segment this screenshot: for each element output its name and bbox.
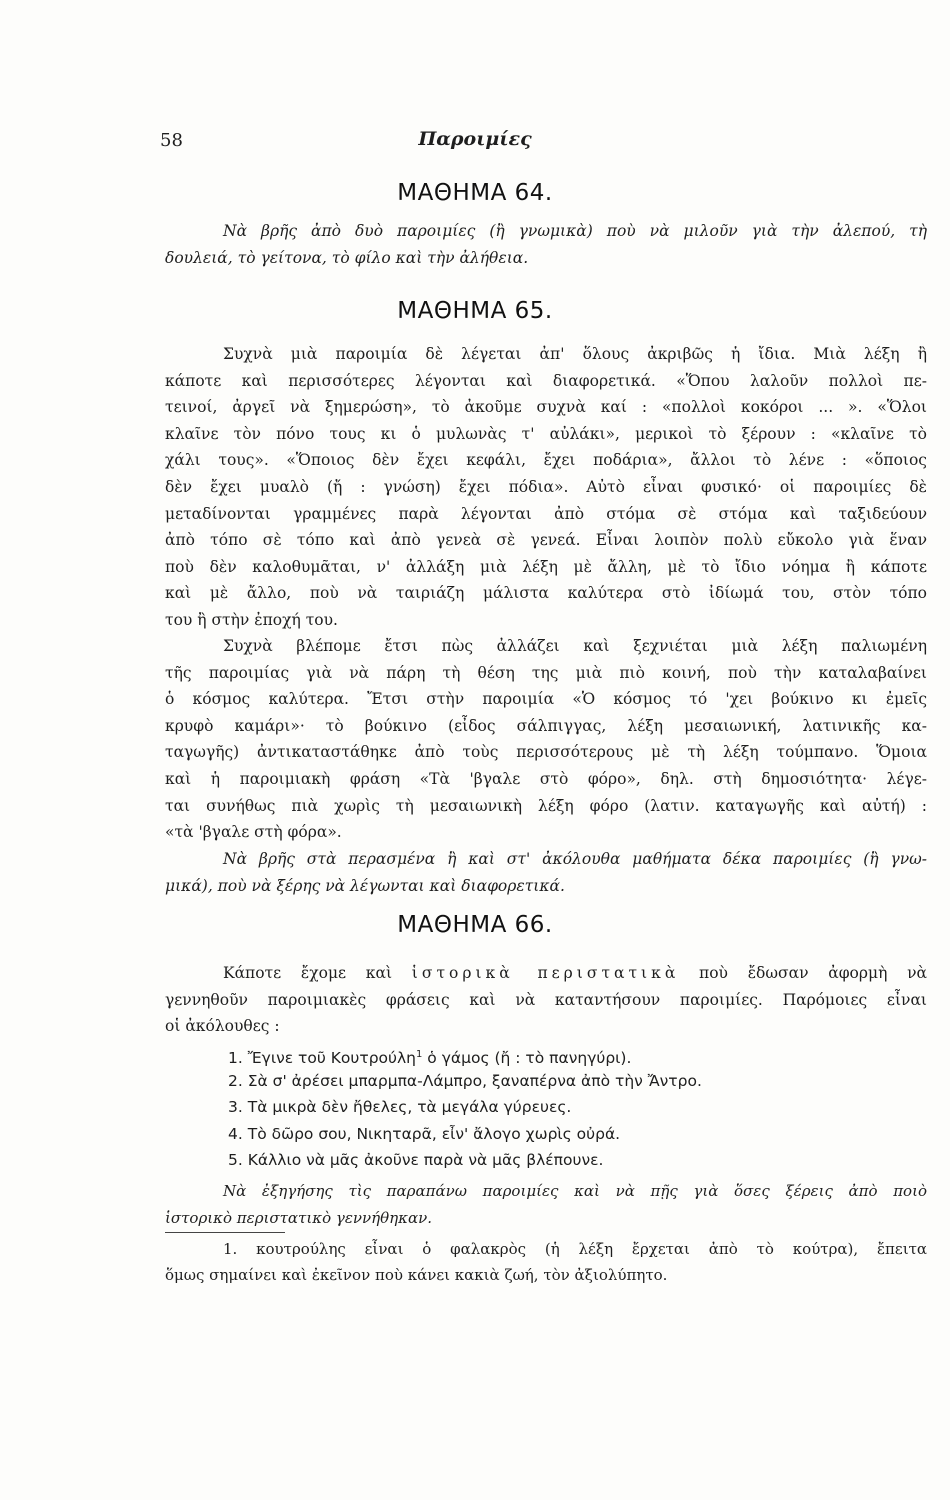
text-line: μικά), ποὺ νὰ ξέρης νὰ λέγωνται καὶ διαφορετικά. xyxy=(165,876,565,895)
list-item xyxy=(228,1094,928,1120)
lesson-64-heading: ΜΑΘΗΜΑ 64. xyxy=(397,180,553,206)
intro-text: Κάποτε ἔχομε καὶ xyxy=(223,964,412,982)
lesson-65-heading: ΜΑΘΗΜΑ 65. xyxy=(397,298,553,324)
lesson-65-paragraph-2 xyxy=(165,633,927,846)
lesson-66-heading: ΜΑΘΗΜΑ 66. xyxy=(397,912,553,938)
text-line: ἱστορικὸ περιστατικὸ γεννήθηκαν. xyxy=(165,1208,432,1227)
text-line: του ἢ στὴν ἐποχή του. xyxy=(165,610,338,629)
text-line xyxy=(165,960,927,987)
item-number: 2. xyxy=(228,1072,243,1091)
list-item xyxy=(228,1147,928,1173)
text-line: ἀπὸ τόπο σὲ τόπο καὶ ἀπὸ γενεὰ σὲ γενεά. Εἶναι λοιπὸν πολὺ εὔκολο γιὰ ἕναν xyxy=(165,531,927,550)
text-line: γεννηθοῦν παροιμιακὲς φράσεις καὶ νὰ καταντήσουν παροιμίες. Παρόμοιες εἶναι xyxy=(165,990,927,1009)
text-line: Συχνὰ μιὰ παροιμία δὲ λέγεται ἀπ' ὅλους ἀκριβῶς ἡ ἴδια. Μιὰ λέξη ἢ xyxy=(223,345,927,363)
item-number: 3. xyxy=(228,1098,243,1117)
text-line: ὁ κόσμος καλύτερα. Ἔτσι στὴν παροιμία «Ὁ κόσμος τό 'χει βούκινο κι ἐμεῖς xyxy=(165,690,927,709)
text-line: Νὰ βρῆς στὰ περασμένα ἢ καὶ στ' ἀκόλουθα μαθήματα δέκα παροιμίες (ἢ γνω- xyxy=(223,850,927,868)
text-line: καὶ μὲ ἄλλο, ποὺ νὰ ταιριάζη μάλιστα καλύτερα στὸ ἰδίωμά του, στὸν τόπο xyxy=(165,584,927,603)
text-line: κρυφὸ καμάρι»· τὸ βούκινο (εἶδος σάλπιγγας, λέξη μεσαιωνική, λατινικῆς κα- xyxy=(165,716,927,735)
text-line: ταγωγῆς) ἀντικαταστάθηκε ἀπὸ τοὺς περισσότερους μὲ τὴ λέξη τούμπανο. Ὅμοια xyxy=(165,743,927,762)
text-line: Νὰ βρῆς ἀπὸ δυὸ παροιμίες (ἢ γνωμικὰ) ποὺ νὰ μιλοῦν γιὰ τὴν ἀλεπού, τὴ xyxy=(223,222,927,240)
running-head: Παροιμίες xyxy=(418,128,532,150)
item-text: Τὰ μικρὰ δὲν ἤθελες, τὰ μεγάλα γύρευες. xyxy=(247,1098,572,1117)
text-line: τῆς παροιμίας γιὰ νὰ πάρη τὴ θέση της μιὰ πιὸ κοινή, ποὺ τὴν καταλαβαίνει xyxy=(165,663,927,682)
text-line: ὅμως σημαίνει καὶ ἐκεῖνον ποὺ κάνει κακιὰ ζωή, τὸν ἀξιολύπητο. xyxy=(165,1266,668,1284)
page-number: 58 xyxy=(160,130,183,151)
footnote-marker: 1 xyxy=(416,1049,423,1060)
text-line: χάλι τους». «Ὅποιος δὲν ἔχει κεφάλι, ἔχει ποδάρια», ἄλλοι τὸ λένε : «ὅποιος xyxy=(165,451,927,470)
item-number: 4. xyxy=(228,1124,243,1143)
text-line: καὶ ἡ παροιμιακὴ φράση «Τὰ 'βγαλε στὸ φόρο», δηλ. στὴ δημοσιότητα· λέγε- xyxy=(165,769,927,788)
lesson-65-exercise xyxy=(165,846,927,899)
footnote-divider xyxy=(165,1232,285,1233)
text-line: μεταδίνονται γραμμένες παρὰ λέγονται ἀπὸ στόμα σὲ στόμα καὶ ταξιδεύουν xyxy=(165,504,927,523)
lesson-64-exercise xyxy=(165,218,927,271)
text-line: «τὰ 'βγαλε στὴ φόρα». xyxy=(165,823,342,842)
text-line: κλαῖνε τὸν πόνο τους κι ὁ μυλωνὰς τ' αὐλάκι», μερικοὶ τὸ ξέρουν : «κλαῖνε τὸ xyxy=(165,424,927,443)
text-line: ποὺ δὲν καλοθυμᾶται, ν' ἀλλάξη μιὰ λέξη μὲ ἄλλη, μὲ τὸ ἴδιο νόημα ἢ κάποτε xyxy=(165,557,927,576)
intro-text: ποὺ ἔδωσαν ἀφορμὴ νὰ xyxy=(679,964,927,982)
text-line: τεινοί, ἀργεῖ νὰ ξημερώση», τὸ ἀκοῦμε συχνὰ καί : «πολλοὶ κοκόροι ... ». «Ὅλοι xyxy=(165,398,927,417)
lesson-66-exercise xyxy=(165,1178,927,1231)
item-text: ὁ γάμος (ἤ : τὸ πανηγύρι). xyxy=(422,1049,632,1068)
text-line: Συχνὰ βλέπομε ἔτσι πὼς ἀλλάζει καὶ ξεχνιέται μιὰ λέξη παλιωμένη xyxy=(223,637,927,655)
text-line: δὲν ἔχει μυαλὸ (ἤ : γνώση) ἔχει πόδια». Αὐτὸ εἶναι φυσικό· οἱ παροιμίες δὲ xyxy=(165,477,927,496)
intro-emphasis: ἱστορικὰ περιστατικὰ xyxy=(411,964,680,982)
item-number: 1. xyxy=(228,1049,243,1068)
list-item xyxy=(228,1068,928,1094)
item-text: Ἔγινε τοῦ Κουτρούλη xyxy=(247,1049,416,1068)
list-item xyxy=(228,1121,928,1147)
text-line: Νὰ ἐξηγήσης τὶς παραπάνω παροιμίες καὶ νὰ πῇς γιὰ ὅσες ξέρεις ἀπὸ ποιὸ xyxy=(223,1182,927,1200)
text-line: ται συνήθως πιὰ χωρὶς τὴ μεσαιωνικὴ λέξη φόρο (λατιν. καταγωγῆς καὶ αὐτή) : xyxy=(165,796,927,815)
lesson-66-intro xyxy=(165,960,927,1040)
text-line: 1. κουτρούλης εἶναι ὁ φαλακρὸς (ἡ λέξη ἔρχεται ἀπὸ τὸ κούτρα), ἔπειτα xyxy=(223,1240,927,1258)
text-line: οἱ ἀκόλουθες : xyxy=(165,1017,280,1036)
item-text: Τὸ δῶρο σου, Νικηταρᾶ, εἶν' ἄλογο χωρὶς οὐρά. xyxy=(247,1124,621,1143)
item-number: 5. xyxy=(228,1150,243,1169)
item-text: Σὰ σ' ἀρέσει μπαρμπα-Λάμπρο, ξαναπέρνα ἀπὸ τὴν Ἄντρο. xyxy=(247,1072,702,1091)
footnote xyxy=(165,1236,927,1288)
text-line: δουλειά, τὸ γείτονα, τὸ φίλο καὶ τὴν ἀλήθεια. xyxy=(165,248,529,267)
item-text: Κάλλιο νὰ μᾶς ἀκοῦνε παρὰ νὰ μᾶς βλέπουνε. xyxy=(247,1150,604,1169)
list-item xyxy=(228,1042,928,1068)
lesson-65-paragraph-1 xyxy=(165,341,927,634)
proverb-list xyxy=(228,1042,928,1173)
text-line: κάποτε καὶ περισσότερες λέγονται καὶ διαφορετικά. «Ὅπου λαλοῦν πολλοὶ πε- xyxy=(165,371,927,390)
